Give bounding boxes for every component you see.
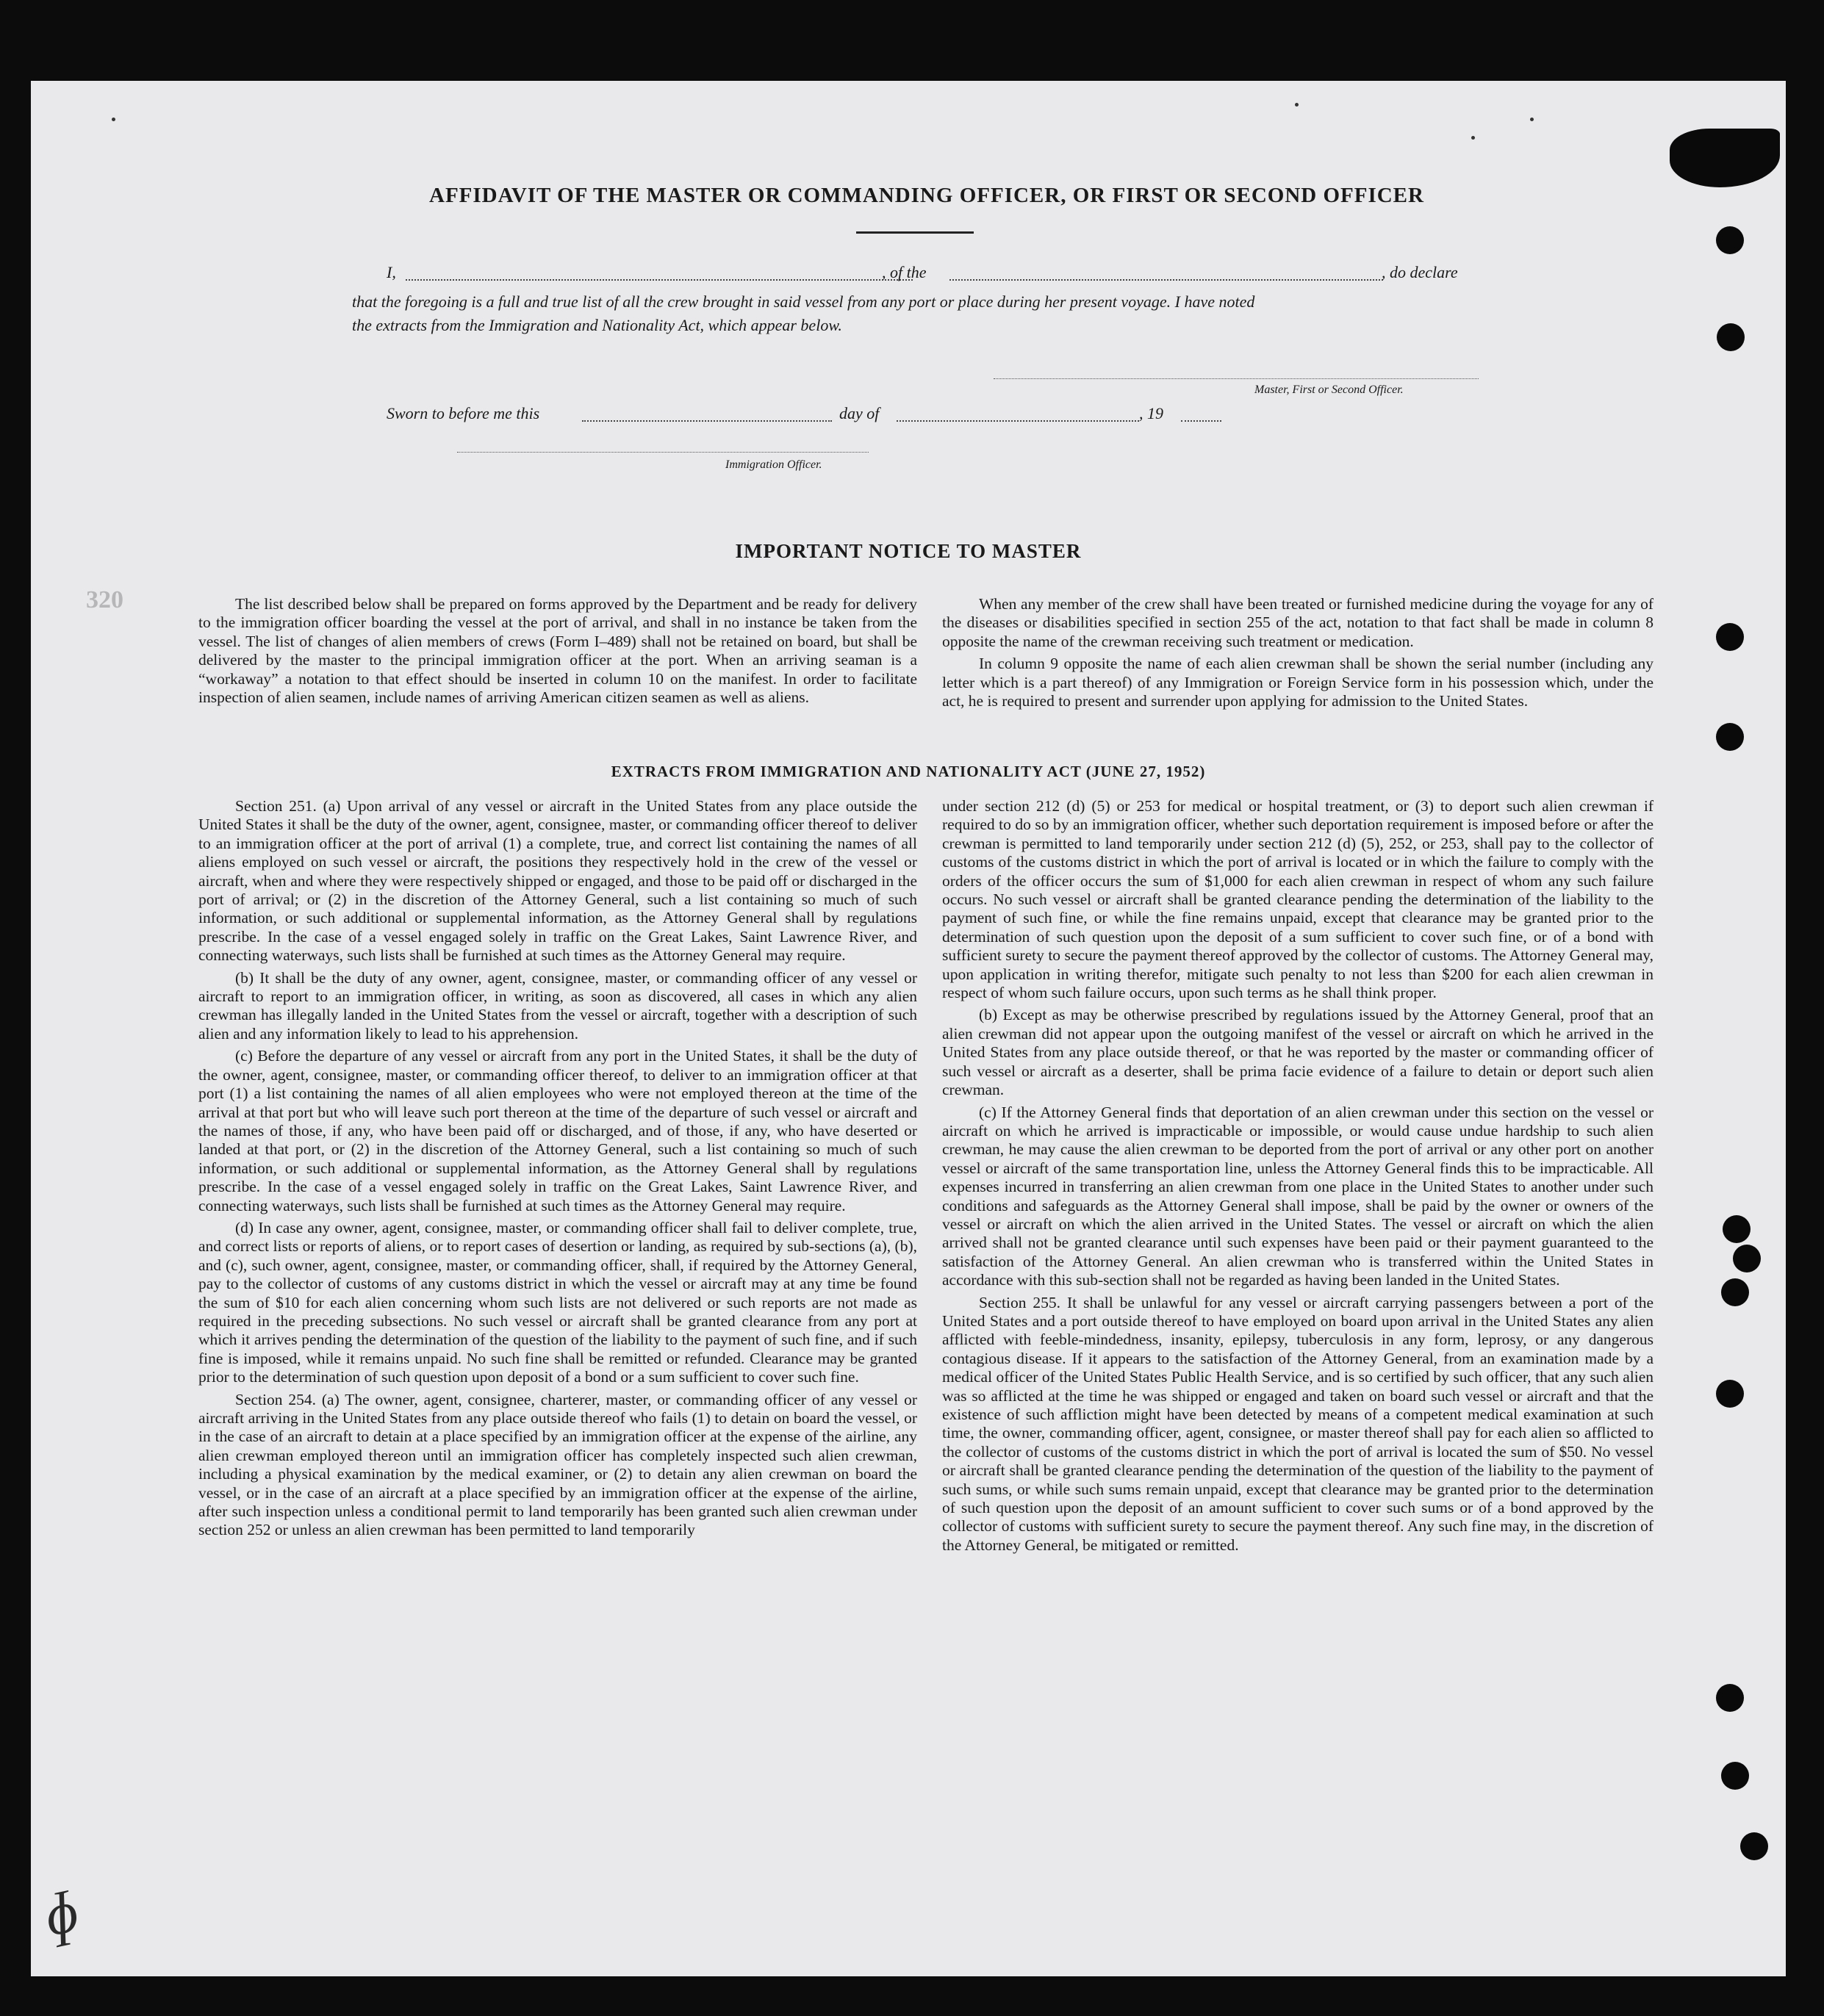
punch-hole [1717,323,1745,351]
speck [1530,118,1534,121]
year-field[interactable] [1181,420,1221,422]
extracts-title: EXTRACTS FROM IMMIGRATION AND NATIONALITY ACT (JUNE 27, 1952) [611,763,1206,780]
document-page [31,81,1786,1976]
punch-hole [1716,226,1744,254]
speck [1295,103,1299,107]
section-251-c: (c) Before the departure of any vessel or aircraft from any port in the United States, it shall be the duty of the owner, agent, consignee, master, or commanding officer thereof, to deliver to an immigration officer at that port (1) a list containing the names of all alien employees who were not employed thereon at the time of the arrival at that port but who will leave such port thereon at the time of the departure of such vessel or aircraft and the names of those, if any, who have been paid off or discharged, and of those, if any, who have deserted or landed at that port, or (2) in the discretion of the Attorney General, such a list containing so much of such information, or such additional or supplemental information, as the Attorney General shall by regulations prescribe. In the case of a vessel engaged solely in traffic on the Great Lakes, Saint Lawrence River, and connecting waterways, such lists shall be furnished at such times as the Attorney General may require. [198,1047,917,1214]
month-field[interactable] [897,420,1139,422]
faint-margin-mark: 320 [86,586,123,613]
punch-hole [1721,1762,1749,1790]
notice-right-paragraph-1: When any member of the crew shall have been treated or furnished medicine during the voyage for any of the diseases or disabilities specified in section 255 of the act, notation to that fact shall be made in column 8 opposite the name of the crewman receiving such treatment or medication. [942,595,1654,650]
punch-hole [1716,723,1744,751]
master-signature-line[interactable] [994,378,1479,379]
vessel-field[interactable] [949,279,1383,281]
notice-title: IMPORTANT NOTICE TO MASTER [735,540,1082,562]
handwritten-mark: ɸ [39,1879,84,1949]
punch-hole [1716,1684,1744,1712]
speck [1471,136,1475,140]
section-251-a: Section 251. (a) Upon arrival of any vessel or aircraft in the United States from any place outside the United States it shall be the duty of the owner, agent, consignee, master, or commanding officer thereof to deliver to an immigration officer at the port of arrival (1) a complete, true, and correct list containing the names of all aliens employed on such vessel or aircraft, the positions they respectively hold in the crew of the vessel or aircraft, when and where they were respectively shipped or engaged, and those to be paid off or discharged in the port of arrival; or (2) in the discretion of the Attorney General, such a list containing so much of such information, or such additional or supplemental information, as the Attorney General shall by regulations prescribe. In the case of a vessel engaged solely in traffic on the Great Lakes, Saint Lawrence River, and connecting waterways, such lists shall be furnished at such times as the Attorney General may require. [198,797,917,965]
section-251-d: (d) In case any owner, agent, consignee, master, or commanding officer shall fail to deliver complete, true, and correct lists or reports of aliens, or to report cases of desertion or landing, as required by sub-sections (a), (b), and (c), such owner, agent, consignee, master, or commanding officer, shall, if required by the Attorney General, pay to the collector of customs of any customs district in which the vessel or aircraft may at any time be found the sum of $10 for each alien concerning whom such lists are not delivered or such reports are not made as required in the preceding subsections. No such vessel or aircraft shall be granted clearance from any port at which it arrives pending the determination of the question of the liability to the payment of such fine, and if such fine is imposed, while it remains unpaid. No such fine shall be remitted or refunded. Clearance may be granted prior to the determination of such question upon deposit of a bond or a sum sufficient to cover such fine. [198,1218,917,1386]
punch-hole [1723,1215,1751,1243]
notice-left-paragraph: The list described below shall be prepared on forms approved by the Department and be ready for delivery to the immigration officer boarding the vessel at the port of arrival, and shall in no instance be taken from the vessel. The list of changes of alien members of crews (Form I–489) shall not be retained on board, but shall be delivered by the master to the principal immigration officer at the port. When an arriving seaman is a “workaway” a notation to that effect should be inserted in column 10 on the manifest. In order to facilitate inspection of alien seamen, include names of arriving American citizen seamen as well as aliens. [198,595,917,707]
sworn-date-field[interactable] [582,420,832,422]
punch-hole [1721,1278,1749,1306]
extracts-left-column [198,797,917,1544]
affidavit-title: AFFIDAVIT OF THE MASTER OR COMMANDING OFFICER, OR FIRST OR SECOND OFFICER [429,184,1424,207]
section-254-c: (c) If the Attorney General finds that deportation of an alien crewman under this section on the vessel or aircraft on which he arrived is impracticable or impossible, or would cause undue hardship to such alien crewman, he may cause the alien crewman to be deported from the port of arrival or any other port on another vessel or aircraft of the same transportation line, unless the Attorney General finds this to be impracticable. All expenses incurred in transferring an alien crewman from one place in the United States to another under such conditions and safeguards as the Attorney General shall impose, shall be paid by the owner or owners of the vessel or aircraft on which the alien arrived in the United States. The vessel or aircraft on which the alien arrived shall not be granted clearance until such expenses have been paid or their payment guaranteed to the satisfaction of the Attorney General. An alien crewman who is transferred within the United States in accordance with this sub-section shall not be regarded as having been landed in the United States. [942,1103,1654,1289]
punch-hole [1716,1380,1744,1408]
declaration-line-1: that the foregoing is a full and true list of all the crew brought in said vessel from any port or place during her present voyage. I have noted [352,292,1255,311]
ink-blot [1670,129,1780,187]
master-signature-label: Master, First or Second Officer. [1254,384,1404,396]
title-rule [856,231,974,234]
speck [112,118,115,121]
declaration-line-2: the extracts from the Immigration and Nationality Act, which appear below. [352,316,842,334]
section-254-b: (b) Except as may be otherwise prescribed by regulations issued by the Attorney General, proof that an alien crewman did not appear upon the outgoing manifest of the vessel or aircraft on which he arrived in the United States from any place outside thereof, or that he was reported by the master or commanding officer of such vessel or aircraft as a deserter, shall be prima facie evidence of a failure to detain or deport such alien crewman. [942,1006,1654,1099]
do-declare-label: , do declare [1382,263,1458,281]
name-field[interactable] [406,279,913,281]
extracts-right-column [942,797,1654,1558]
i-label: I, [387,263,396,281]
notice-left-column [198,595,917,710]
year-label: , 19 [1139,404,1163,422]
section-251-b: (b) It shall be the duty of any owner, agent, consignee, master, or commanding officer of any vessel or aircraft to report to an immigration officer, in writing, as soon as discovered, all cases in which any alien crewman has illegally landed in the United States from the vessel or aircraft, together with a description of such alien and any information likely to lead to his apprehension. [198,968,917,1043]
section-255: Section 255. It shall be unlawful for any vessel or aircraft carrying passengers between a port of the United States and a port outside thereof to have employed on board upon arrival in the United States any alien afflicted with feeble-mindedness, insanity, epilepsy, tuberculosis in any form, leprosy, or any dangerous contagious disease. If it appears to the satisfaction of the Attorney General, from an examination made by a medical officer of the United States Public Health Service, and is so certified by such officer, that any such alien was so afflicted at the time he was shipped or engaged and taken on board such vessel or aircraft and that the existence of such affliction might have been detected by means of a competent medical examination at such time, the owner, commanding officer, agent, consignee, or master thereof shall pay for each alien so afflicted to the collector of customs of the customs district in which the port of arrival is located the sum of $50. No vessel or aircraft shall be granted clearance pending the determination of the question of the liability to the payment of such sums, or while such sums remain unpaid, except that clearance may be granted prior to the determination of such question upon the deposit of an amount sufficient to cover such sums or of a bond approved by the collector of customs with sufficient surety to secure the payment thereof. Any such fine may, in the discretion of the Attorney General, be mitigated or remitted. [942,1293,1654,1554]
section-254-a: Section 254. (a) The owner, agent, consignee, charterer, master, or commanding officer of any vessel or aircraft arriving in the United States from any place outside thereof who fails (1) to detain on board the vessel, or in the case of an aircraft to detain at a place specified by an immigration officer at the expense of the airline, any alien crewman employed thereon until an immigration officer has completely inspected such alien crewman, including a physical examination by the medical examiner, or (2) to detain any alien crewman on board the vessel, or in the case of an aircraft at a place specified by an immigration officer at the expense of the airline, after such inspection unless a conditional permit to land temporarily has been granted such alien crewman under section 252 or unless an alien crewman has been permitted to land temporarily [198,1390,917,1539]
notice-right-column [942,595,1654,714]
officer-label: Immigration Officer. [725,458,822,471]
punch-hole [1733,1245,1761,1272]
punch-hole [1740,1832,1768,1860]
of-the-label: , of the [882,263,927,281]
day-of-label: day of [839,404,880,422]
punch-hole [1716,623,1744,651]
sworn-label: Sworn to before me this [387,404,540,422]
section-254-a-continued: under section 212 (d) (5) or 253 for medical or hospital treatment, or (3) to deport such alien crewman if required to do so by an immigration officer, whether such deportation requirement is imposed before or after the crewman is permitted to land temporarily under section 212 (d) (5), 252, or 253, shall pay to the collector of customs of the customs district in which the port of arrival is located or in which the failure to comply with the orders of the officer occurs the sum of $1,000 for each alien crewman in respect of whom any such failure occurs. No such vessel or aircraft shall be granted clearance pending the determination of the liability to the payment of such fine, or while the fine remains unpaid, except that clearance may be granted prior to the determination of such question upon the deposit of a sum sufficient to cover such fine, or of a bond with sufficient surety to secure the payment thereof approved by the collector of customs. The Attorney General may, upon application in writing therefor, mitigate such penalty to not less than $200 for each alien crewman in respect of whom such failure occurs, upon such terms as he shall think proper. [942,797,1654,1002]
officer-signature-line[interactable] [457,452,869,453]
notice-right-paragraph-2: In column 9 opposite the name of each alien crewman shall be shown the serial number (including any letter which is a part thereof) of any Immigration or Foreign Service form in his possession which, under the act, he is required to present and surrender upon applying for admission to the United States. [942,655,1654,710]
